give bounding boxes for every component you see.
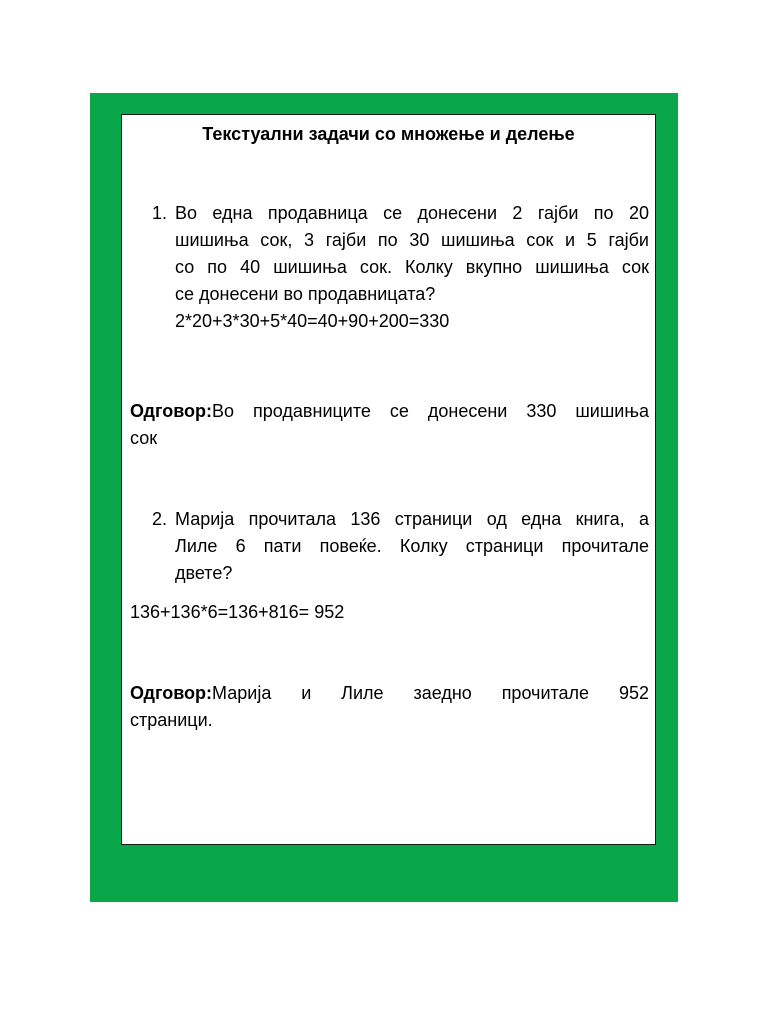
problem-line: се донесени во продавницата? xyxy=(175,284,436,304)
answer-label: Одговор: xyxy=(130,683,213,703)
answer-line xyxy=(130,398,649,425)
problem-number: 2. xyxy=(152,509,168,529)
problem-calculation: 2*20+3*30+5*40=40+90+200=330 xyxy=(175,311,450,331)
worksheet-title: Текстуални задачи со множење и делење xyxy=(202,124,575,144)
problem-line: Марија прочитала 136 страници од една книга, а xyxy=(175,509,649,529)
answer-line xyxy=(130,680,649,707)
answer-text: Марија и Лиле заедно прочитале 952 xyxy=(212,683,649,703)
problem-number: 1. xyxy=(152,203,168,223)
answer-label: Одговор: xyxy=(130,401,213,421)
problem-2 xyxy=(152,506,649,587)
problem-text xyxy=(175,506,649,587)
problem-line: двете? xyxy=(175,563,233,583)
problem-line: шишиња сок, 3 гајби по 30 шишиња сок и 5 гајби xyxy=(175,230,649,250)
problem-text xyxy=(175,200,649,335)
problem-line: Во една продавница се донесени 2 гајби по 20 xyxy=(175,203,649,223)
answer-line: страници. xyxy=(130,710,213,730)
worksheet-card xyxy=(121,114,656,845)
answer-1 xyxy=(130,398,649,452)
answer-text: Во продавниците се донесени 330 шишиња xyxy=(212,401,649,421)
problem-1 xyxy=(152,200,649,335)
answer-2 xyxy=(130,680,649,734)
problem-line: со по 40 шишиња сок. Колку вкупно шишиња сок xyxy=(175,257,649,277)
problem-line: Лиле 6 пати повеќе. Колку страници прочитале xyxy=(175,536,649,556)
answer-line: сок xyxy=(130,428,158,448)
problem-calculation: 136+136*6=136+816= 952 xyxy=(130,602,345,622)
